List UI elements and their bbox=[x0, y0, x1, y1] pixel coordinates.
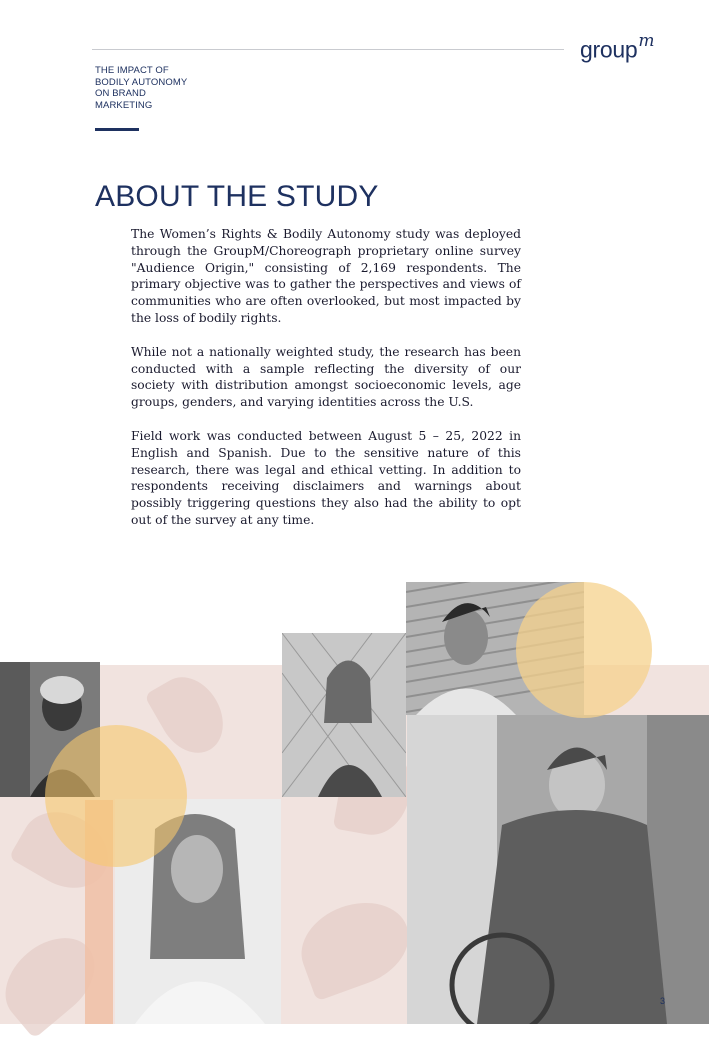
body-paragraph: While not a nationally weighted study, the research has been conducted with a sample reflecting the diversity of our society with distribution amongst socioeconomic levels, age groups, genders, and varying identities across the U.S. bbox=[131, 344, 521, 410]
study-body bbox=[131, 226, 521, 546]
kicker-line: BODILY AUTONOMY bbox=[95, 76, 188, 88]
kicker-line: MARKETING bbox=[95, 99, 153, 111]
photo-collage bbox=[0, 575, 709, 1024]
portrait-photo bbox=[282, 633, 406, 797]
logo-suffix: m bbox=[638, 31, 655, 51]
header-rule bbox=[92, 49, 564, 50]
body-paragraph: Field work was conducted between August 5 – 25, 2022 in English and Spanish. Due to the sensitive nature of this research, there was legal and ethical vetting. In addition to respondents receiving disclaimers and warnings about possibly triggering questions they also had the ability to opt out of the survey at any time. bbox=[131, 428, 521, 527]
kicker-line: ON BRAND bbox=[95, 88, 146, 99]
accent-circle bbox=[516, 582, 652, 718]
groupm-logo bbox=[580, 31, 655, 64]
kicker-line: THE IMPACT OF bbox=[95, 65, 169, 76]
page-title: ABOUT THE STUDY bbox=[95, 180, 379, 213]
report-kicker bbox=[95, 65, 225, 111]
accent-circle bbox=[45, 725, 187, 867]
portrait-photo bbox=[407, 715, 709, 1024]
body-paragraph: The Women’s Rights & Bodily Autonomy study was deployed through the GroupM/Choreograph proprietary online survey "Audience Origin," consisting of 2,169 respondents. The primary objective was to gather the perspectives and views of communities who are often overlooked, but most impacted by the loss of bodily rights. bbox=[131, 227, 521, 325]
kicker-underline bbox=[95, 128, 139, 131]
logo-text: group bbox=[580, 36, 638, 63]
page-number: 3 bbox=[660, 996, 666, 1006]
